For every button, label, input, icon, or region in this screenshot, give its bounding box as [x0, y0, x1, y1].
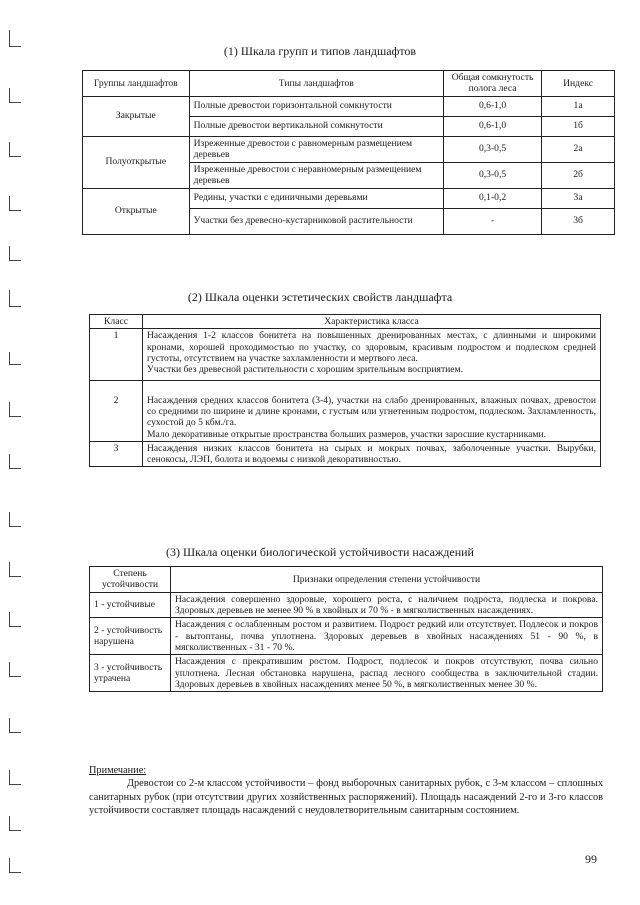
header-degree: Степень устойчивости [90, 567, 171, 593]
class-cell: 3 [90, 441, 143, 467]
degree-cell: 1 - устойчивые [90, 592, 171, 618]
class-cell: 2 [90, 380, 143, 441]
index-cell: 3б [542, 208, 615, 234]
type-cell: Изреженные древостои с неравномерным размещением деревьев [189, 162, 443, 188]
table-header [90, 567, 603, 593]
table-header [90, 315, 601, 329]
degree-cell: 3 - устойчивость утрачена [90, 655, 171, 692]
binding-marks [0, 0, 28, 905]
landscape-types-table [82, 70, 615, 235]
table-row [90, 618, 603, 655]
type-cell: Полные древостои вертикальной сомкнутости [189, 116, 443, 136]
characteristic-paragraph: Мало декоративные открытые пространства больших размеров, участки заросшие кустарниками. [147, 428, 546, 440]
header-groups: Группы ландшафтов [83, 71, 190, 97]
group-cell: Закрытые [83, 96, 190, 136]
density-cell: 0,3-0,5 [443, 162, 541, 188]
note-title: Примечание: [89, 765, 147, 776]
characteristic-cell [143, 329, 601, 380]
table-row [90, 655, 603, 692]
note-text: Древостои со 2-м классом устойчивости – фонд выборочных санитарных рубок, с 3-м классом – сплошных санитарных рубок (при отсутствии других хозяйственных распоряжений). Площадь насаждений 2-го и 3-го классов устойчивости составляет площадь насаждений с неудовлетворительным санитарным состоянием. [89, 778, 603, 817]
density-cell: 0,6-1,0 [443, 116, 541, 136]
type-cell: Редины, участки с единичными деревьями [189, 188, 443, 208]
index-cell: 1б [542, 116, 615, 136]
table-row [90, 441, 601, 467]
table-row [83, 96, 615, 116]
index-cell: 2а [542, 136, 615, 162]
header-signs: Признаки определения степени устойчивости [171, 567, 603, 593]
characteristic-paragraph: Насаждения 1-2 классов бонитета на повышенных дренированных местах, с длинными и широкими кронами, хорошей проходимостью по участку, со здоровым, красивым подростом и подлеском средней густоты, отсутствием на участке захламленности и мертвого леса. [147, 330, 596, 364]
table-row [90, 592, 603, 618]
signs-cell: Насаждения совершенно здоровые, хорошего роста, с наличием подроста, подлеска и покрова. Здоровых деревьев не менее 90 % в хвойных и 70 % - в мягколиственных насаждениях. [171, 592, 603, 618]
index-cell: 1а [542, 96, 615, 116]
table3-caption: (3) Шкала оценки биологической устойчивости насаждений [166, 545, 474, 559]
characteristic-paragraph: Участки без древесной растительности с хорошим зрительным восприятием. [147, 364, 464, 376]
note-block [89, 764, 603, 818]
index-cell: 2б [542, 162, 615, 188]
characteristic-paragraph: Насаждения низких классов бонитета на сырых и мокрых почвах, заболоченные участки. Вырубки, сенокосы, ЛЭП, болота и водоемы с низкой декоративностью. [147, 442, 596, 466]
density-cell: 0,3-0,5 [443, 136, 541, 162]
table-header [83, 71, 615, 97]
density-cell: 0,1-0,2 [443, 188, 541, 208]
header-characteristic: Характеристика класса [143, 315, 601, 329]
density-cell: 0,6-1,0 [443, 96, 541, 116]
degree-cell: 2 - устойчивость нарушена [90, 618, 171, 655]
type-cell: Участки без древесно-кустарниковой растительности [189, 208, 443, 234]
table-row [83, 136, 615, 162]
class-cell: 1 [90, 329, 143, 380]
table1-caption: (1) Шкала групп и типов ландшафтов [223, 44, 417, 58]
index-cell: 3а [542, 188, 615, 208]
table-row [90, 380, 601, 441]
header-class: Класс [90, 315, 143, 329]
header-types: Типы ландшафтов [189, 71, 443, 97]
table-row [90, 329, 601, 380]
table-row [83, 188, 615, 208]
signs-cell: Насаждения с ослабленным ростом и развитием. Подрост редкий или отсутствует. Подлесок и покров - вытоптаны, почва уплотнена. Здоровых деревьев в хвойных насаждениях 51 - 90 %, в мягколиственных - 31 - 70 %. [171, 618, 603, 655]
type-cell: Изреженные древостои с равномерным размещением деревьев [189, 136, 443, 162]
type-cell: Полные древостои горизонтальной сомкнутости [189, 96, 443, 116]
page-number: 99 [585, 852, 597, 866]
characteristic-cell [143, 380, 601, 441]
characteristic-cell [143, 441, 601, 467]
characteristic-paragraph: Насаждения средних классов бонитета (3-4), участки на слабо дренированных, влажных почвах, древостои со средними по ширине и длине кронами, с густым или угнетенным подростом, подлеском. Захламленность, сухостой до 5 кбм./га. [147, 394, 596, 429]
signs-cell: Насаждения с прекратившим ростом. Подрост, подлесок и покров отсутствуют, почва сильно уплотнена. Лесная обстановка нарушена, распад лесного сообщества в заключительной стадии. Здоровых деревьев в хвойных насаждениях менее 50 %, в мягколиственных менее 30 %. [171, 655, 603, 692]
aesthetic-scale-table [89, 314, 601, 467]
group-cell: Открытые [83, 188, 190, 234]
density-cell: - [443, 208, 541, 234]
table2-caption: (2) Шкала оценки эстетических свойств ландшафта [187, 290, 453, 304]
header-index: Индекс [542, 71, 615, 97]
group-cell: Полуоткрытые [83, 136, 190, 188]
header-density: Общая сомкнутость полога леса [443, 71, 541, 97]
stability-scale-table [89, 566, 603, 692]
